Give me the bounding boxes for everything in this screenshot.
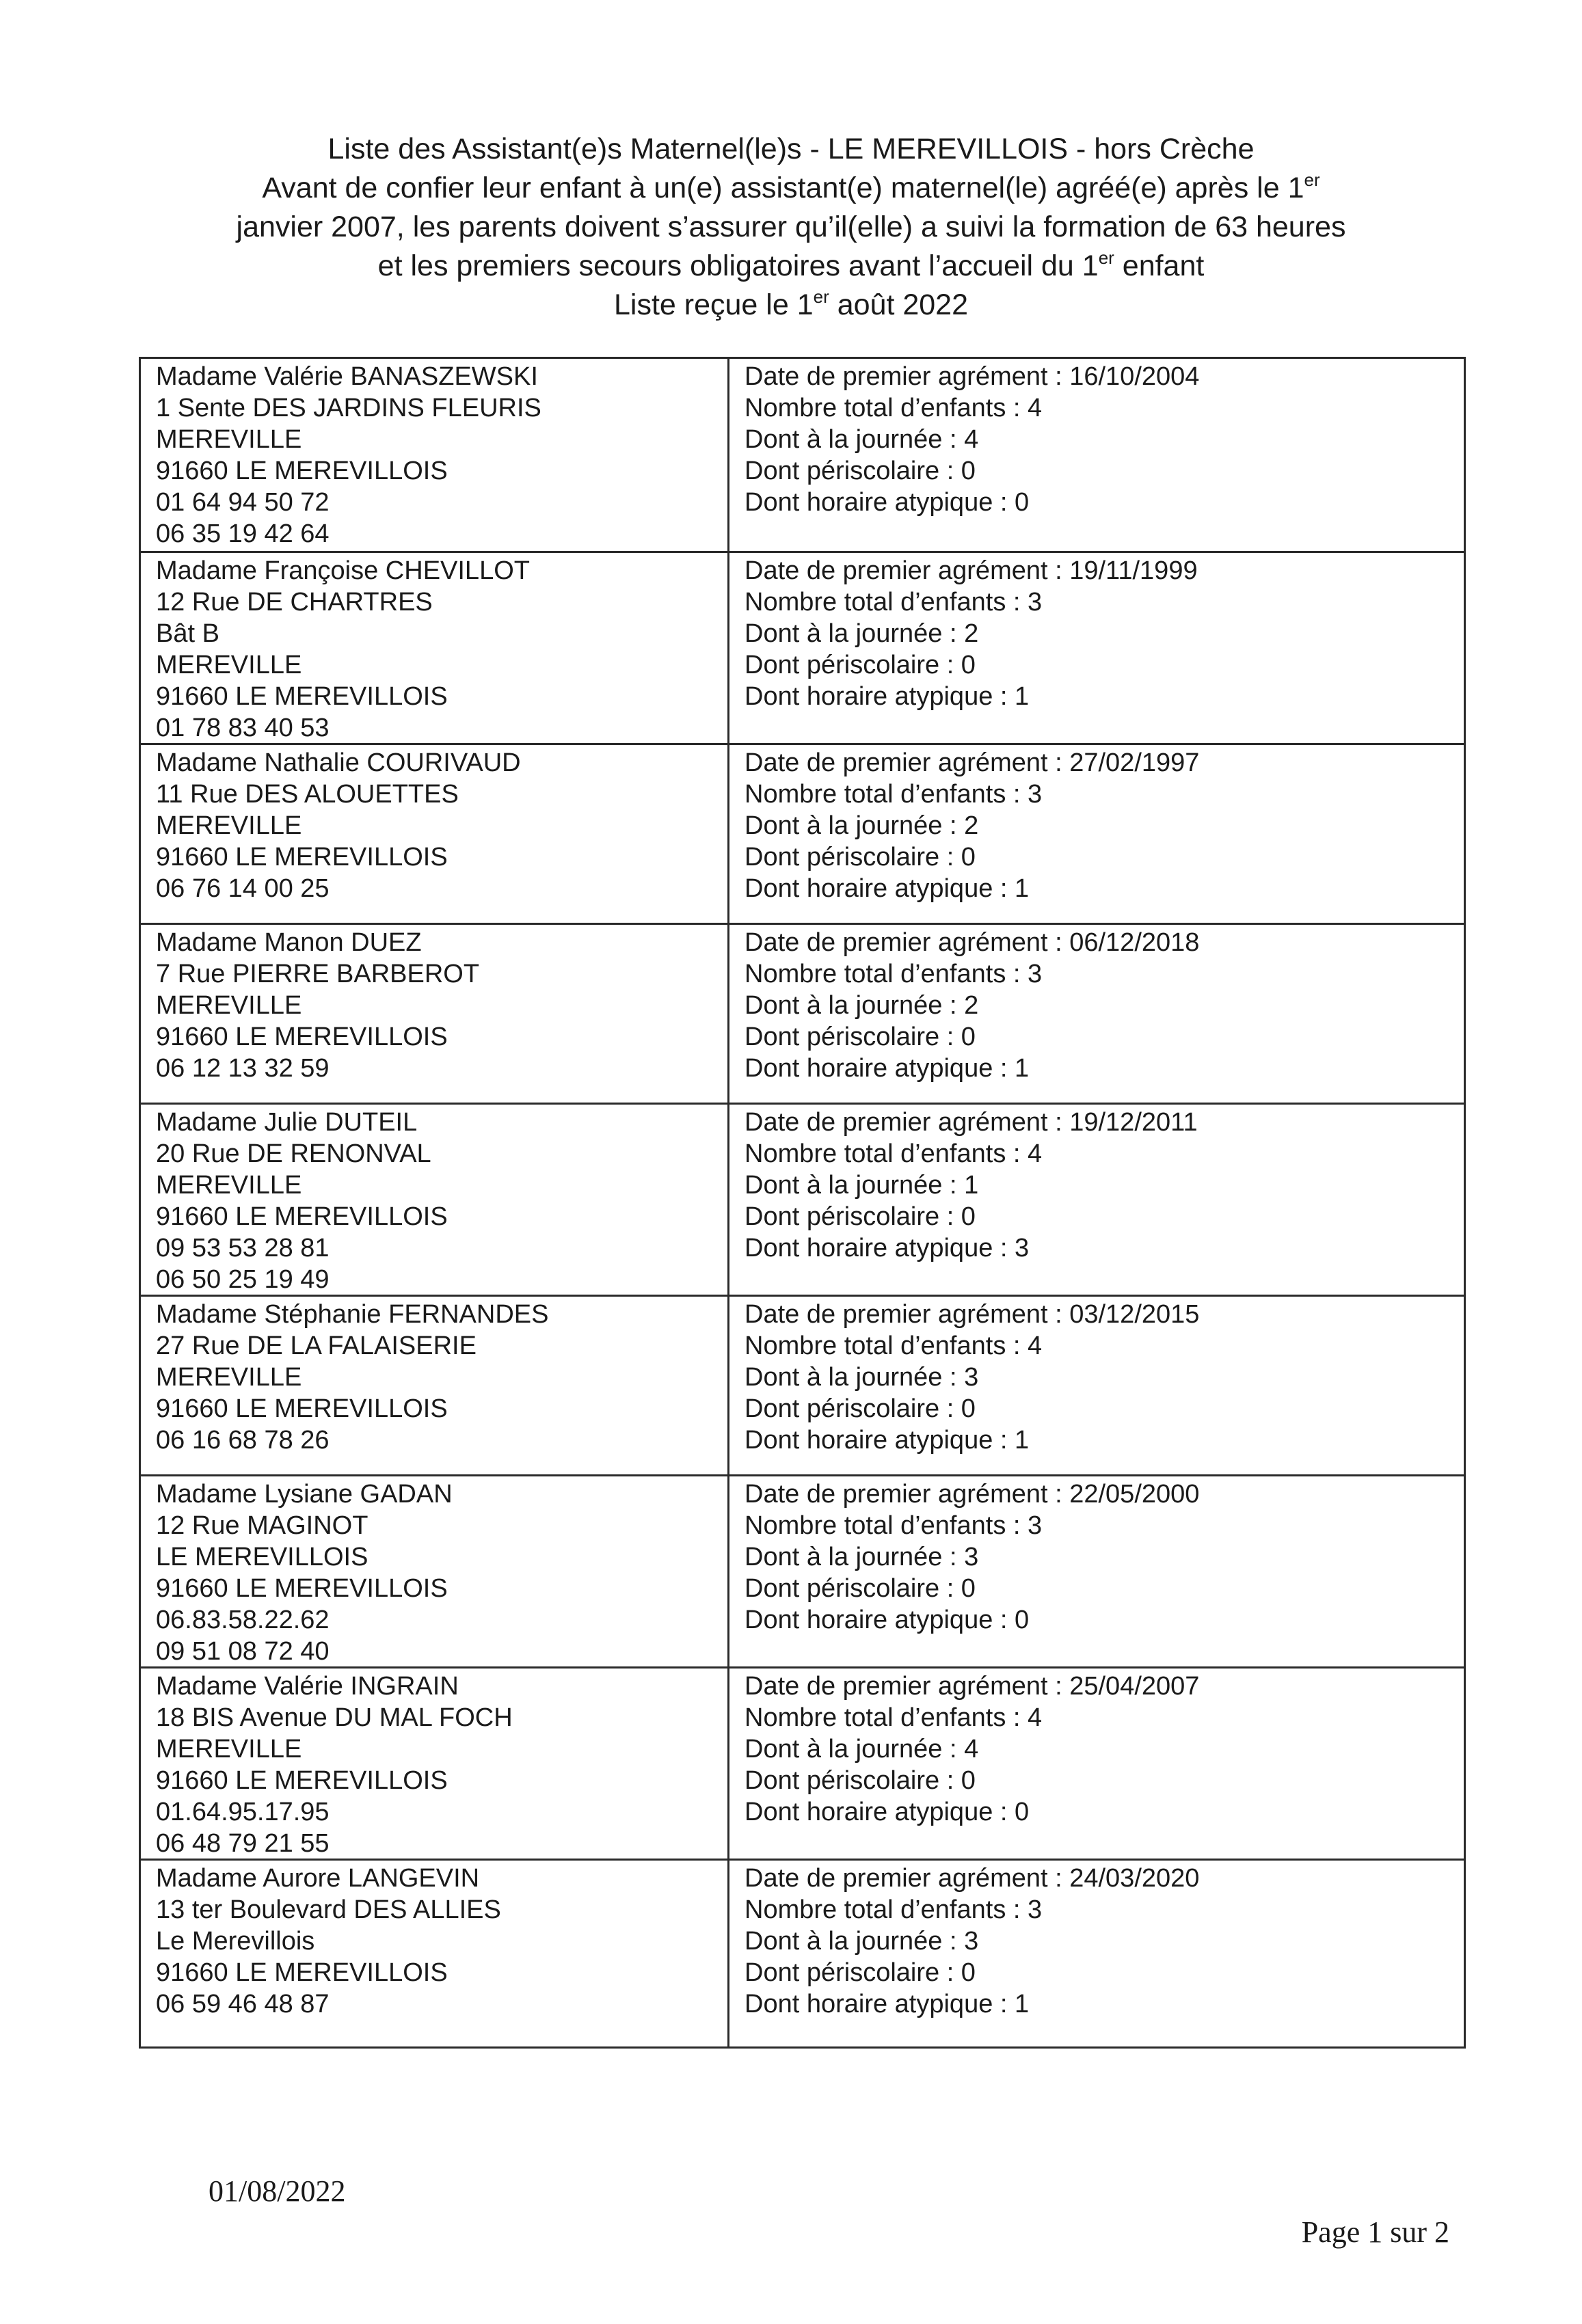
info-line: Dont périscolaire : 0 (745, 457, 976, 485)
contact-cell (141, 1105, 729, 1295)
info-line: Dont périscolaire : 0 (745, 1394, 976, 1423)
contact-line: 91660 LE MEREVILLOIS (156, 1394, 448, 1423)
info-line: Dont périscolaire : 0 (745, 1202, 976, 1231)
contact-line: 09 51 08 72 40 (156, 1637, 330, 1666)
document-header (103, 130, 1479, 325)
contact-line: 06 16 68 78 26 (156, 1426, 330, 1455)
contact-line: 91660 LE MEREVILLOIS (156, 843, 448, 871)
agreement-info-cell (729, 1105, 1464, 1295)
info-line: Dont à la journée : 2 (745, 811, 979, 840)
info-line: Dont horaire atypique : 1 (745, 682, 1030, 711)
contact-line: 01 64 94 50 72 (156, 488, 330, 517)
info-line: Dont à la journée : 2 (745, 991, 979, 1020)
info-line: Date de premier agrément : 03/12/2015 (745, 1300, 1200, 1329)
contact-line: MEREVILLE (156, 1735, 302, 1764)
header-line-2: Avant de confier leur enfant à un(e) assistant(e) maternel(le) agréé(e) après le 1er (262, 169, 1320, 204)
info-line: Nombre total d’enfants : 4 (745, 1703, 1043, 1732)
table-row (141, 1474, 1464, 1666)
info-line: Dont périscolaire : 0 (745, 651, 976, 679)
agreement-info-cell (729, 1297, 1464, 1474)
contact-cell (141, 1668, 729, 1859)
table-row (141, 1103, 1464, 1295)
header-title: Liste des Assistant(e)s Maternel(le)s - LE MEREVILLOIS - hors Crèche (327, 133, 1255, 165)
info-line: Dont périscolaire : 0 (745, 843, 976, 871)
contact-cell (141, 553, 729, 743)
info-line: Date de premier agrément : 24/03/2020 (745, 1864, 1200, 1893)
contact-line: LE MEREVILLOIS (156, 1543, 368, 1571)
info-line: Dont à la journée : 3 (745, 1543, 979, 1571)
agreement-info-cell (729, 745, 1464, 923)
contact-line: 91660 LE MEREVILLOIS (156, 1574, 448, 1603)
info-line: Dont périscolaire : 0 (745, 1766, 976, 1795)
table-row (141, 1295, 1464, 1474)
assistant-name: Madame Valérie BANASZEWSKI (156, 362, 538, 391)
info-line: Nombre total d’enfants : 4 (745, 394, 1043, 422)
contact-line: MEREVILLE (156, 1363, 302, 1392)
assistant-name: Madame Aurore LANGEVIN (156, 1864, 480, 1893)
contact-line: 06 59 46 48 87 (156, 1990, 330, 2018)
assistant-name: Madame Françoise CHEVILLOT (156, 556, 530, 585)
info-line: Dont horaire atypique : 1 (745, 1426, 1030, 1455)
contact-line: MEREVILLE (156, 811, 302, 840)
info-line: Dont horaire atypique : 3 (745, 1234, 1030, 1262)
table-row (141, 359, 1464, 551)
agreement-info-cell (729, 1668, 1464, 1859)
info-line: Dont à la journée : 1 (745, 1171, 979, 1200)
info-line: Date de premier agrément : 19/12/2011 (745, 1108, 1198, 1137)
contact-line: MEREVILLE (156, 425, 302, 454)
info-line: Date de premier agrément : 25/04/2007 (745, 1672, 1200, 1701)
info-line: Nombre total d’enfants : 4 (745, 1139, 1043, 1168)
contact-line: 06 48 79 21 55 (156, 1829, 330, 1858)
info-line: Nombre total d’enfants : 3 (745, 780, 1043, 809)
info-line: Dont à la journée : 3 (745, 1927, 979, 1956)
header-line-4: et les premiers secours obligatoires avant l’accueil du 1er enfant (377, 247, 1205, 282)
contact-line: 91660 LE MEREVILLOIS (156, 1202, 448, 1231)
contact-line: MEREVILLE (156, 991, 302, 1020)
assistant-name: Madame Stéphanie FERNANDES (156, 1300, 549, 1329)
info-line: Nombre total d’enfants : 4 (745, 1332, 1043, 1360)
contact-line: 20 Rue DE RENONVAL (156, 1139, 431, 1168)
assistant-name: Madame Valérie INGRAIN (156, 1672, 459, 1701)
contact-line: MEREVILLE (156, 1171, 302, 1200)
info-line: Date de premier agrément : 19/11/1999 (745, 556, 1198, 585)
contact-cell (141, 925, 729, 1103)
contact-line: 09 53 53 28 81 (156, 1234, 330, 1262)
info-line: Dont périscolaire : 0 (745, 1958, 976, 1987)
info-line: Dont à la journée : 4 (745, 425, 979, 454)
info-line: Dont horaire atypique : 1 (745, 874, 1030, 903)
contact-line: 1 Sente DES JARDINS FLEURIS (156, 394, 541, 422)
info-line: Date de premier agrément : 27/02/1997 (745, 748, 1200, 777)
info-line: Dont horaire atypique : 0 (745, 1798, 1030, 1826)
table-row (141, 743, 1464, 923)
info-line: Dont horaire atypique : 1 (745, 1990, 1030, 2018)
info-line: Dont horaire atypique : 0 (745, 488, 1030, 517)
contact-line: 12 Rue DE CHARTRES (156, 588, 433, 617)
contact-cell (141, 1476, 729, 1666)
table-row (141, 923, 1464, 1103)
contact-cell (141, 1861, 729, 2046)
contact-cell (141, 359, 729, 551)
contact-line: 91660 LE MEREVILLOIS (156, 682, 448, 711)
info-line: Dont à la journée : 4 (745, 1735, 979, 1764)
contact-line: 91660 LE MEREVILLOIS (156, 1766, 448, 1795)
footer-date: 01/08/2022 (209, 2174, 346, 2208)
contact-line: 06 50 25 19 49 (156, 1265, 330, 1294)
header-line-3: janvier 2007, les parents doivent s’assurer qu’il(elle) a suivi la formation de 63 heures (236, 211, 1346, 243)
info-line: Dont périscolaire : 0 (745, 1574, 976, 1603)
info-line: Nombre total d’enfants : 3 (745, 1895, 1043, 1924)
agreement-info-cell (729, 1861, 1464, 2046)
contact-line: MEREVILLE (156, 651, 302, 679)
agreement-info-cell (729, 553, 1464, 743)
contact-line: 91660 LE MEREVILLOIS (156, 457, 448, 485)
info-line: Date de premier agrément : 22/05/2000 (745, 1480, 1200, 1509)
contact-line: Le Merevillois (156, 1927, 315, 1956)
header-line-5: Liste reçue le 1er août 2022 (614, 286, 968, 321)
contact-line: 13 ter Boulevard DES ALLIES (156, 1895, 501, 1924)
contact-line: 91660 LE MEREVILLOIS (156, 1023, 448, 1051)
contact-line: 01.64.95.17.95 (156, 1798, 330, 1826)
contact-line: 01 78 83 40 53 (156, 714, 330, 742)
contact-line: 91660 LE MEREVILLOIS (156, 1958, 448, 1987)
page-number: Page 1 sur 2 (1301, 2215, 1449, 2249)
info-line: Dont périscolaire : 0 (745, 1023, 976, 1051)
contact-line: Bât B (156, 619, 219, 648)
table-row (141, 551, 1464, 743)
contact-line: 06 76 14 00 25 (156, 874, 330, 903)
info-line: Nombre total d’enfants : 3 (745, 588, 1043, 617)
info-line: Nombre total d’enfants : 3 (745, 960, 1043, 988)
agreement-info-cell (729, 925, 1464, 1103)
assistants-table (139, 357, 1466, 2049)
contact-line: 12 Rue MAGINOT (156, 1511, 368, 1540)
info-line: Dont à la journée : 3 (745, 1363, 979, 1392)
contact-cell (141, 745, 729, 923)
contact-cell (141, 1297, 729, 1474)
contact-line: 06 12 13 32 59 (156, 1054, 330, 1083)
agreement-info-cell (729, 1476, 1464, 1666)
assistant-name: Madame Manon DUEZ (156, 928, 422, 957)
info-line: Date de premier agrément : 16/10/2004 (745, 362, 1200, 391)
info-line: Dont horaire atypique : 0 (745, 1606, 1030, 1634)
info-line: Date de premier agrément : 06/12/2018 (745, 928, 1200, 957)
contact-line: 7 Rue PIERRE BARBEROT (156, 960, 480, 988)
info-line: Nombre total d’enfants : 3 (745, 1511, 1043, 1540)
contact-line: 18 BIS Avenue DU MAL FOCH (156, 1703, 513, 1732)
info-line: Dont horaire atypique : 1 (745, 1054, 1030, 1083)
agreement-info-cell (729, 359, 1464, 551)
table-row (141, 1859, 1464, 2046)
table-row (141, 1666, 1464, 1859)
contact-line: 06.83.58.22.62 (156, 1606, 330, 1634)
contact-line: 06 35 19 42 64 (156, 519, 330, 548)
contact-line: 11 Rue DES ALOUETTES (156, 780, 459, 809)
info-line: Dont à la journée : 2 (745, 619, 979, 648)
assistant-name: Madame Julie DUTEIL (156, 1108, 418, 1137)
contact-line: 27 Rue DE LA FALAISERIE (156, 1332, 477, 1360)
assistant-name: Madame Lysiane GADAN (156, 1480, 453, 1509)
assistant-name: Madame Nathalie COURIVAUD (156, 748, 521, 777)
